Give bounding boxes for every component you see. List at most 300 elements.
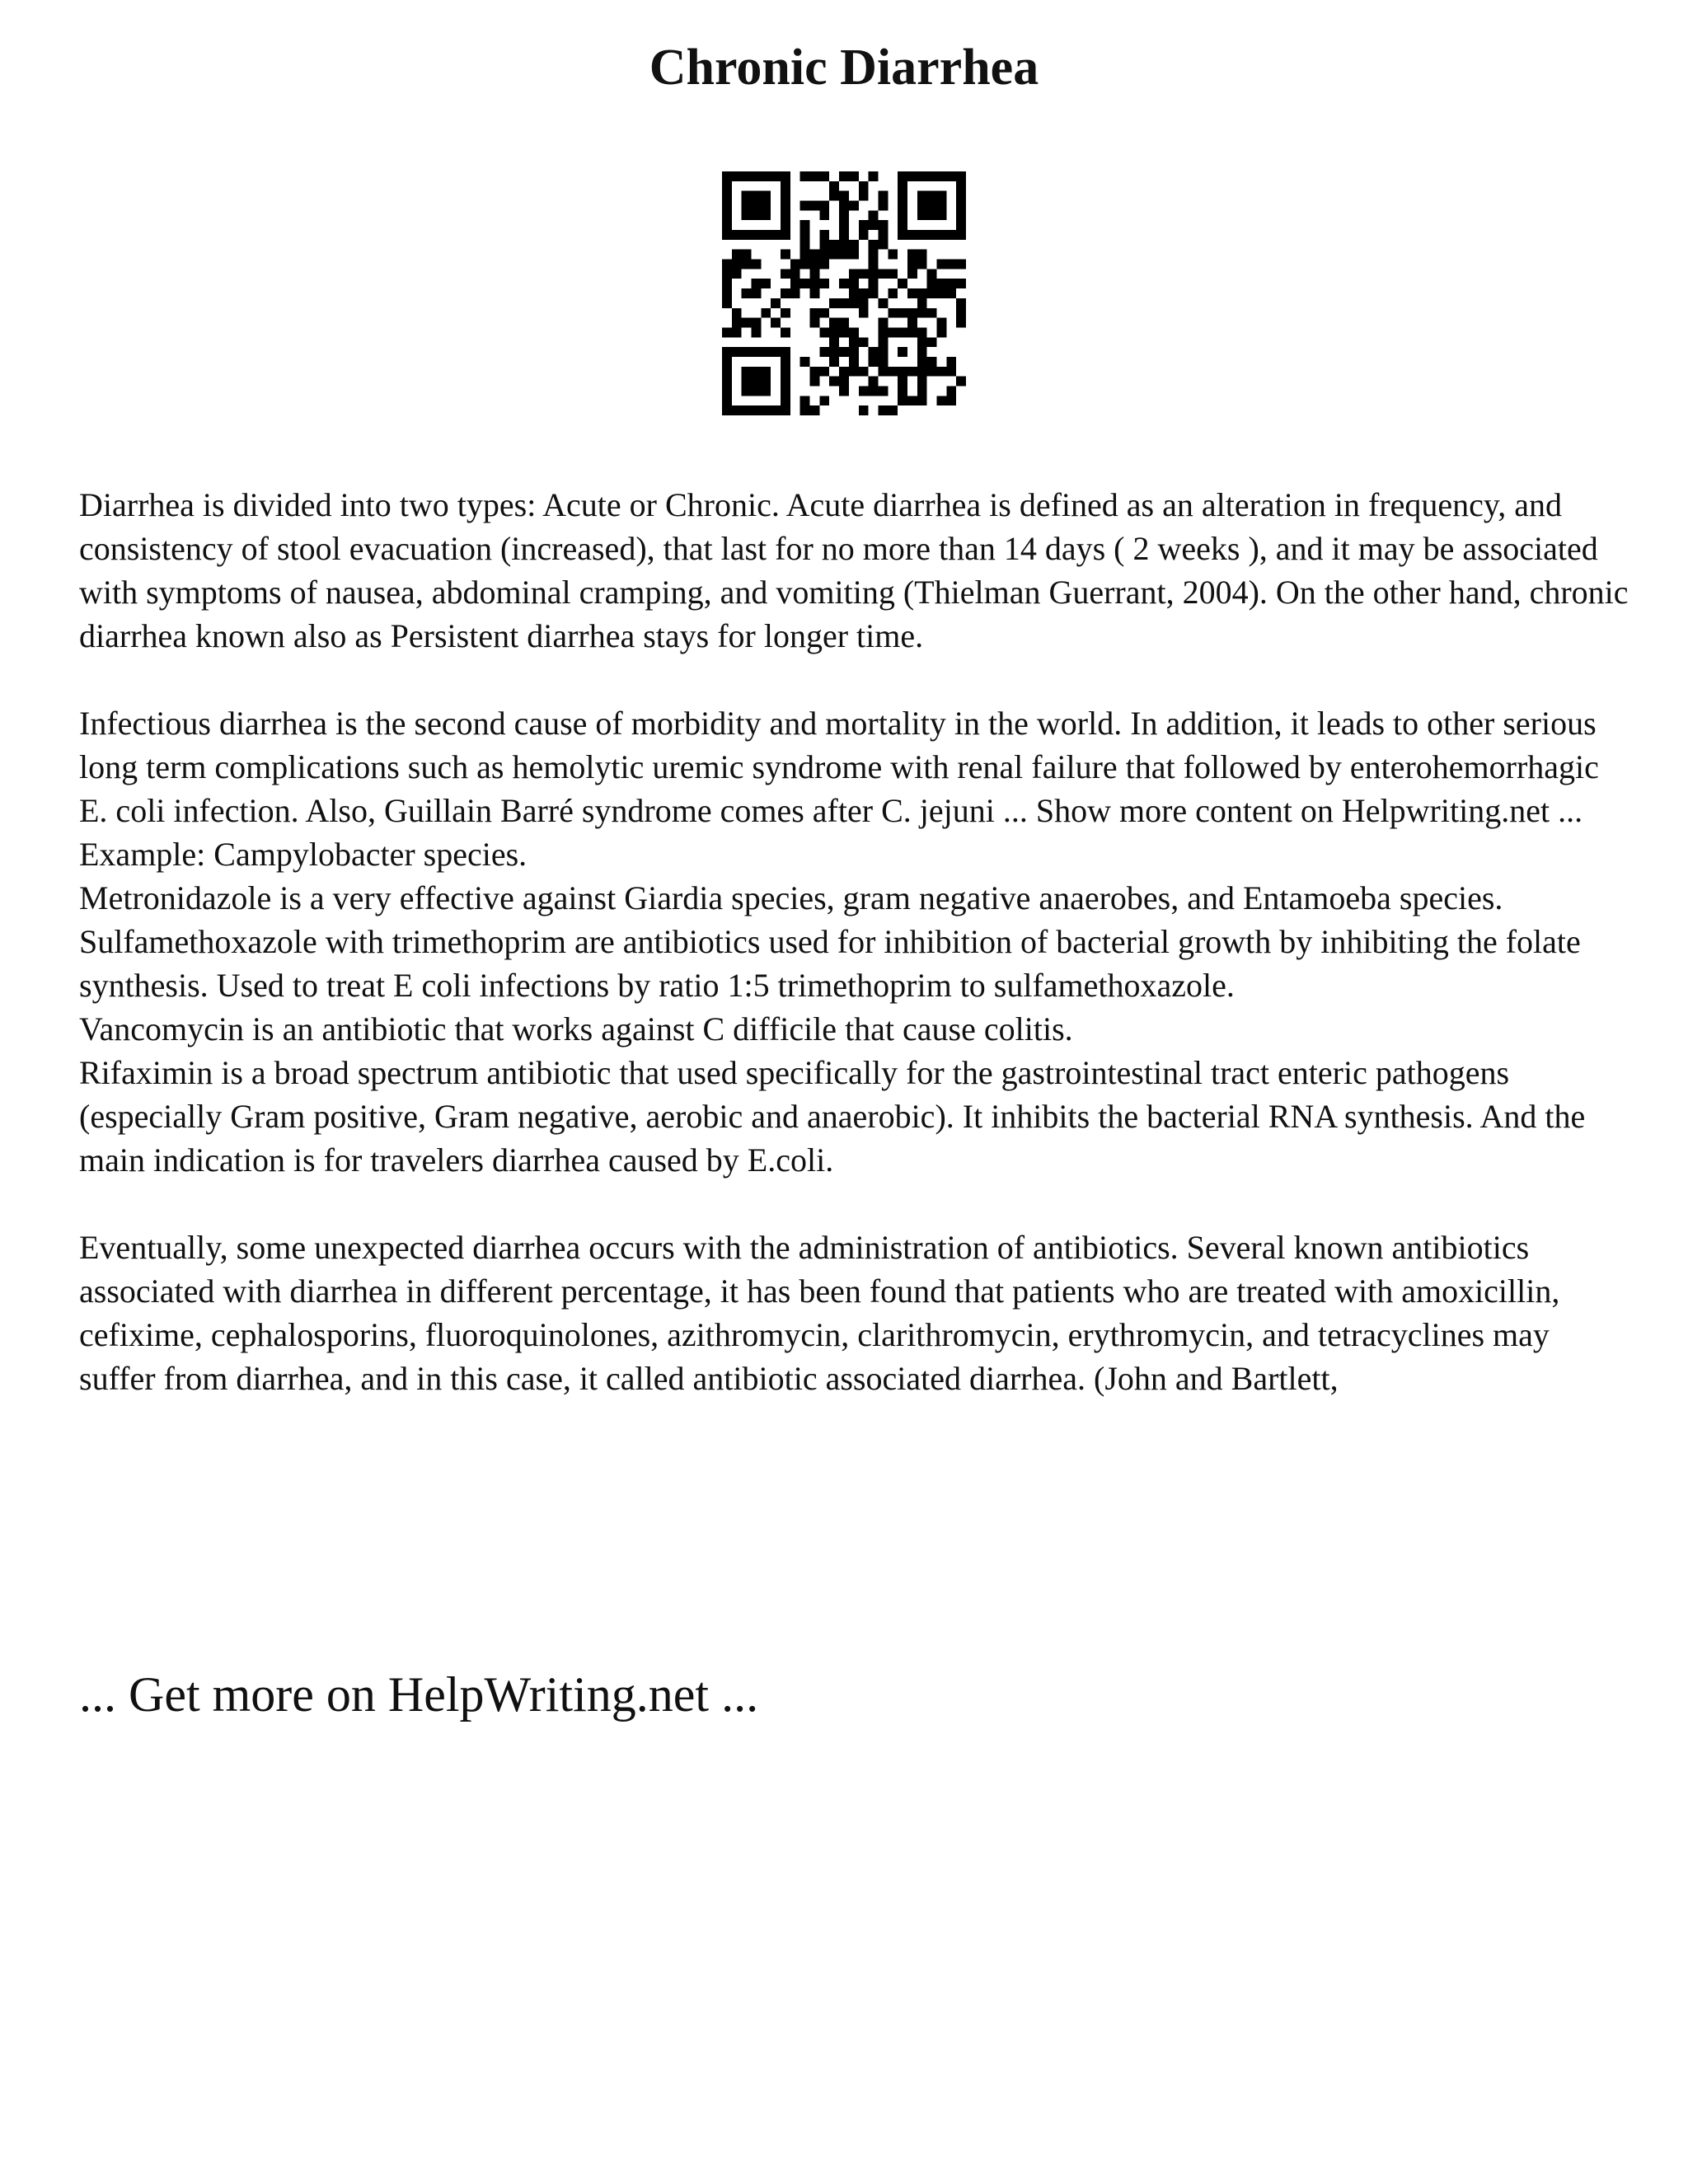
qr-module xyxy=(800,405,810,415)
paragraph-sulfamethoxazole: Sulfamethoxazole with trimethoprim are antibiotics used for inhibition of bacterial growth by inhibiting the folate synthesis. Used to treat E coli infections by ratio 1:5 trimethoprim to sulfamethoxazole. xyxy=(79,923,1581,1004)
qr-module xyxy=(800,279,810,288)
qr-module xyxy=(810,308,820,318)
qr-module xyxy=(781,230,790,240)
qr-module xyxy=(742,210,752,220)
qr-module xyxy=(761,201,771,211)
qr-module xyxy=(781,288,790,298)
qr-module xyxy=(927,171,937,181)
qr-module xyxy=(898,308,907,318)
qr-module xyxy=(761,347,771,357)
qr-module xyxy=(810,171,820,181)
qr-module xyxy=(819,396,829,405)
article-body xyxy=(79,483,1629,1400)
qr-module xyxy=(956,260,966,269)
qr-module xyxy=(752,191,762,201)
qr-module xyxy=(761,279,771,288)
qr-module xyxy=(859,298,869,308)
qr-module xyxy=(927,337,937,347)
qr-module xyxy=(829,298,839,308)
qr-module xyxy=(839,230,849,240)
qr-module xyxy=(732,347,742,357)
qr-module xyxy=(839,210,849,220)
qr-module xyxy=(839,298,849,308)
qr-module xyxy=(839,191,849,201)
qr-module xyxy=(781,367,790,377)
qr-module xyxy=(927,357,937,367)
qr-module xyxy=(878,269,888,279)
qr-module xyxy=(742,318,752,328)
get-more-link[interactable]: ... Get more on HelpWriting.net ... xyxy=(79,1667,759,1722)
qr-module xyxy=(878,230,888,240)
qr-module xyxy=(946,288,956,298)
qr-module xyxy=(722,181,732,191)
qr-module xyxy=(878,357,888,367)
qr-module xyxy=(859,337,869,347)
qr-module xyxy=(849,337,859,347)
qr-module xyxy=(907,269,917,279)
qr-module xyxy=(898,230,907,240)
qr-module xyxy=(917,386,927,396)
qr-module xyxy=(829,318,839,328)
qr-module xyxy=(898,210,907,220)
qr-module xyxy=(722,327,732,337)
qr-module xyxy=(917,288,927,298)
qr-module xyxy=(742,386,752,396)
qr-module xyxy=(927,269,937,279)
qr-module xyxy=(917,337,927,347)
qr-module xyxy=(859,181,869,191)
qr-module xyxy=(819,279,829,288)
qr-module xyxy=(898,171,907,181)
qr-module xyxy=(907,250,917,260)
qr-module xyxy=(878,220,888,230)
qr-module xyxy=(839,220,849,230)
qr-module xyxy=(810,260,820,269)
qr-module xyxy=(742,367,752,377)
qr-module xyxy=(761,367,771,377)
qr-module xyxy=(936,279,946,288)
qr-module xyxy=(752,210,762,220)
qr-module xyxy=(781,377,790,387)
qr-module xyxy=(800,250,810,260)
qr-module xyxy=(829,377,839,387)
qr-module xyxy=(898,181,907,191)
qr-module xyxy=(927,191,937,201)
qr-module xyxy=(819,367,829,377)
qr-module xyxy=(898,279,907,288)
qr-module xyxy=(781,220,790,230)
qr-module xyxy=(859,308,869,318)
paragraph-vancomycin: Vancomycin is an antibiotic that works against C difficile that cause colitis. xyxy=(79,1010,1073,1047)
qr-module xyxy=(761,191,771,201)
qr-module xyxy=(917,201,927,211)
qr-module xyxy=(907,318,917,328)
qr-module xyxy=(810,367,820,377)
qr-code-icon[interactable] xyxy=(722,171,966,415)
qr-module xyxy=(761,308,771,318)
qr-module xyxy=(722,347,732,357)
qr-module xyxy=(829,181,839,191)
qr-module xyxy=(869,240,879,250)
qr-module xyxy=(781,201,790,211)
qr-module xyxy=(722,210,732,220)
qr-module xyxy=(810,250,820,260)
qr-module xyxy=(800,171,810,181)
qr-module xyxy=(732,269,742,279)
qr-module xyxy=(956,318,966,328)
qr-module xyxy=(888,269,898,279)
qr-module xyxy=(849,201,859,211)
qr-module xyxy=(829,327,839,337)
qr-module xyxy=(936,318,946,328)
qr-module xyxy=(752,405,762,415)
qr-module xyxy=(927,230,937,240)
qr-module xyxy=(722,260,732,269)
qr-module xyxy=(936,260,946,269)
qr-module xyxy=(819,327,829,337)
qr-module xyxy=(790,279,800,288)
qr-module xyxy=(888,250,898,260)
qr-module xyxy=(839,377,849,387)
qr-module xyxy=(752,386,762,396)
qr-module xyxy=(849,298,859,308)
qr-module xyxy=(732,171,742,181)
qr-module xyxy=(781,308,790,318)
qr-module xyxy=(878,191,888,201)
qr-module xyxy=(878,367,888,377)
paragraph-example: Example: Campylobacter species. xyxy=(79,836,528,873)
qr-module xyxy=(917,210,927,220)
qr-module xyxy=(829,337,839,347)
qr-module xyxy=(742,260,752,269)
qr-module xyxy=(810,269,820,279)
qr-module xyxy=(936,191,946,201)
qr-module xyxy=(819,171,829,181)
qr-module xyxy=(761,210,771,220)
qr-module xyxy=(849,367,859,377)
qr-module xyxy=(878,201,888,211)
qr-module xyxy=(849,279,859,288)
qr-module xyxy=(829,357,839,367)
qr-module xyxy=(907,171,917,181)
qr-module xyxy=(761,386,771,396)
qr-module xyxy=(956,298,966,308)
qr-module xyxy=(771,347,781,357)
qr-module xyxy=(849,357,859,367)
qr-module xyxy=(742,288,752,298)
qr-module xyxy=(819,260,829,269)
qr-module xyxy=(819,230,829,240)
qr-module xyxy=(869,357,879,367)
qr-module xyxy=(936,210,946,220)
paragraph-antibiotic-associated: Eventually, some unexpected diarrhea occurs with the administration of antibiotics. Several known antibiotics associated with diarrhea in different percentage, it has been found that patients who are treated with amoxicillin, cefixime, cephalosporins, fluoroquinolones, azithromycin, clarithromycin, erythromycin, and tetracyclines may suffer from diarrhea, and in this case, it called antibiotic associated diarrhea. (John and Bartlett, xyxy=(79,1229,1560,1397)
qr-module xyxy=(888,405,898,415)
qr-module xyxy=(722,171,732,181)
qr-module xyxy=(839,171,849,181)
qr-module xyxy=(781,210,790,220)
qr-module xyxy=(907,327,917,337)
qr-module xyxy=(888,367,898,377)
qr-module xyxy=(917,250,927,260)
qr-module xyxy=(956,171,966,181)
qr-module xyxy=(936,367,946,377)
qr-module xyxy=(722,191,732,201)
paragraph-rifaximin: Rifaximin is a broad spectrum antibiotic that used specifically for the gastrointestinal tract enteric pathogens (especially Gram positive, Gram negative, aerobic and anaerobic). It inhibits the bacterial RNA synthesis. And the main indication is for travelers diarrhea caused by E.coli. xyxy=(79,1054,1586,1179)
qr-module xyxy=(888,308,898,318)
qr-module xyxy=(849,347,859,357)
qr-module xyxy=(800,230,810,240)
qr-module xyxy=(917,171,927,181)
qr-module xyxy=(956,191,966,201)
qr-module xyxy=(722,298,732,308)
qr-module xyxy=(732,405,742,415)
qr-module xyxy=(936,288,946,298)
qr-module xyxy=(742,347,752,357)
qr-module xyxy=(810,318,820,328)
page-title: Chronic Diarrhea xyxy=(649,40,1039,96)
qr-module xyxy=(761,377,771,387)
qr-module xyxy=(819,201,829,211)
qr-module xyxy=(771,405,781,415)
qr-module xyxy=(898,377,907,387)
qr-module xyxy=(946,230,956,240)
qr-module xyxy=(869,377,879,387)
qr-module xyxy=(732,250,742,260)
qr-module xyxy=(829,250,839,260)
qr-module xyxy=(829,191,839,201)
qr-module xyxy=(878,386,888,396)
qr-module xyxy=(917,260,927,269)
qr-module xyxy=(898,201,907,211)
qr-module xyxy=(917,357,927,367)
qr-module xyxy=(732,327,742,337)
qr-module xyxy=(849,269,859,279)
qr-module xyxy=(722,220,732,230)
qr-module xyxy=(761,405,771,415)
qr-module xyxy=(888,327,898,337)
qr-module xyxy=(722,201,732,211)
qr-module xyxy=(878,298,888,308)
qr-module xyxy=(898,347,907,357)
qr-module xyxy=(829,347,839,357)
paragraph-metronidazole: Metronidazole is a very effective against Giardia species, gram negative anaerobes, and Entamoeba species. xyxy=(79,879,1503,916)
qr-module xyxy=(917,298,927,308)
qr-module xyxy=(722,396,732,405)
qr-module xyxy=(810,377,820,387)
qr-module xyxy=(927,308,937,318)
qr-module xyxy=(907,308,917,318)
qr-module xyxy=(771,298,781,308)
qr-module xyxy=(810,288,820,298)
qr-module xyxy=(819,308,829,318)
qr-module xyxy=(946,357,956,367)
qr-module xyxy=(927,367,937,377)
qr-module xyxy=(800,201,810,211)
qr-module xyxy=(742,191,752,201)
qr-module xyxy=(810,405,820,415)
qr-module xyxy=(878,327,888,337)
qr-module xyxy=(752,279,762,288)
qr-module xyxy=(800,357,810,367)
qr-module xyxy=(878,240,888,250)
qr-module xyxy=(722,377,732,387)
paragraph-intro: Diarrhea is divided into two types: Acute or Chronic. Acute diarrhea is defined as an alteration in frequency, and consistency of stool evacuation (increased), that last for no more than 14 days ( 2 weeks ), and it may be associated with symptoms of nausea, abdominal cramping, and vomiting (Thielman Guerrant, 2004). On the other hand, chronic diarrhea known also as Persistent diarrhea stays for longer time. xyxy=(79,486,1629,654)
qr-module xyxy=(936,201,946,211)
qr-module xyxy=(878,318,888,328)
qr-module xyxy=(781,347,790,357)
qr-module xyxy=(722,367,732,377)
qr-module xyxy=(790,269,800,279)
qr-module xyxy=(781,405,790,415)
qr-module xyxy=(839,240,849,250)
qr-module xyxy=(859,220,869,230)
qr-module xyxy=(752,377,762,387)
qr-module xyxy=(790,288,800,298)
qr-module xyxy=(956,308,966,318)
qr-module xyxy=(859,367,869,377)
qr-module xyxy=(722,405,732,415)
qr-module xyxy=(810,201,820,211)
qr-module xyxy=(819,347,829,357)
qr-module xyxy=(742,171,752,181)
qr-module xyxy=(752,318,762,328)
qr-module xyxy=(839,347,849,357)
qr-module xyxy=(907,260,917,269)
qr-module xyxy=(956,210,966,220)
qr-module xyxy=(859,191,869,201)
qr-module xyxy=(869,171,879,181)
qr-module xyxy=(722,288,732,298)
qr-module xyxy=(946,386,956,396)
qr-module xyxy=(946,260,956,269)
qr-module xyxy=(771,230,781,240)
qr-module xyxy=(869,288,879,298)
qr-module xyxy=(722,386,732,396)
qr-module xyxy=(956,377,966,387)
qr-module xyxy=(927,288,937,298)
qr-module xyxy=(829,240,839,250)
qr-module xyxy=(917,230,927,240)
qr-module xyxy=(917,377,927,387)
qr-module xyxy=(722,230,732,240)
qr-module xyxy=(869,269,879,279)
qr-module xyxy=(752,327,762,337)
qr-module xyxy=(781,327,790,337)
qr-module xyxy=(936,327,946,337)
qr-module xyxy=(732,318,742,328)
qr-module xyxy=(752,367,762,377)
qr-module xyxy=(839,367,849,377)
qr-module xyxy=(742,250,752,260)
qr-module xyxy=(839,386,849,396)
qr-module xyxy=(839,250,849,260)
qr-module xyxy=(810,279,820,288)
qr-module xyxy=(946,396,956,405)
qr-module xyxy=(849,250,859,260)
qr-module xyxy=(917,191,927,201)
qr-module xyxy=(742,377,752,387)
qr-module xyxy=(878,337,888,347)
qr-module xyxy=(878,347,888,357)
qr-module xyxy=(869,279,879,288)
qr-module xyxy=(849,327,859,337)
qr-module xyxy=(917,396,927,405)
qr-module xyxy=(761,171,771,181)
qr-module xyxy=(946,367,956,377)
qr-module xyxy=(722,269,732,279)
qr-module xyxy=(752,201,762,211)
qr-module xyxy=(917,308,927,318)
qr-module xyxy=(781,171,790,181)
qr-module xyxy=(800,260,810,269)
qr-module xyxy=(742,230,752,240)
qr-module xyxy=(907,288,917,298)
qr-module xyxy=(859,386,869,396)
qr-module xyxy=(790,260,800,269)
qr-module xyxy=(917,347,927,357)
qr-module xyxy=(839,201,849,211)
qr-module xyxy=(800,240,810,250)
qr-module xyxy=(859,288,869,298)
qr-module xyxy=(936,396,946,405)
qr-module xyxy=(742,201,752,211)
qr-module xyxy=(732,230,742,240)
qr-module xyxy=(898,220,907,230)
qr-module xyxy=(869,386,879,396)
qr-module xyxy=(752,347,762,357)
qr-module xyxy=(898,327,907,337)
qr-module xyxy=(722,279,732,288)
qr-module xyxy=(781,181,790,191)
paragraph-spacer xyxy=(79,658,1629,701)
qr-module xyxy=(849,288,859,298)
qr-module xyxy=(839,318,849,328)
qr-module xyxy=(849,171,859,181)
qr-module xyxy=(819,210,829,220)
qr-module xyxy=(800,220,810,230)
qr-module xyxy=(771,171,781,181)
qr-module xyxy=(732,260,742,269)
qr-module xyxy=(898,191,907,201)
qr-module xyxy=(859,405,869,415)
qr-module xyxy=(800,396,810,405)
qr-module xyxy=(956,279,966,288)
qr-module xyxy=(888,288,898,298)
qr-module xyxy=(869,210,879,220)
qr-module xyxy=(781,357,790,367)
qr-module xyxy=(907,367,917,377)
qr-module xyxy=(927,201,937,211)
qr-module xyxy=(907,396,917,405)
qr-module xyxy=(839,327,849,337)
qr-module xyxy=(927,279,937,288)
qr-module xyxy=(956,230,966,240)
qr-module xyxy=(907,230,917,240)
qr-module xyxy=(839,279,849,288)
qr-module xyxy=(781,396,790,405)
qr-module xyxy=(869,347,879,357)
qr-module xyxy=(781,386,790,396)
qr-module xyxy=(946,171,956,181)
qr-module xyxy=(761,230,771,240)
qr-module xyxy=(898,386,907,396)
qr-module xyxy=(936,230,946,240)
qr-module xyxy=(898,396,907,405)
qr-module xyxy=(946,279,956,288)
qr-module xyxy=(752,288,762,298)
qr-module xyxy=(771,318,781,328)
qr-module xyxy=(781,269,790,279)
